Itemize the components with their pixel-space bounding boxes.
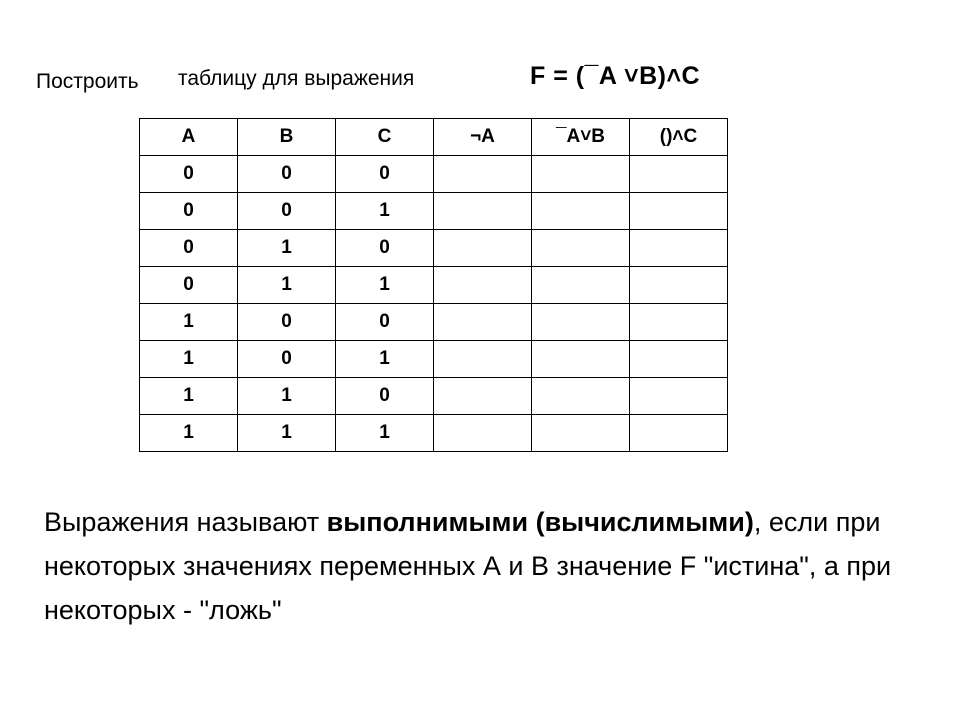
header-a: A: [140, 119, 238, 156]
header-b: B: [238, 119, 336, 156]
formula: F = (¯A ˅B)˄C: [530, 62, 701, 90]
table-row: [140, 267, 728, 304]
header-not-a-or-b: ¯A˅B: [532, 119, 630, 156]
cell-a: 0: [140, 267, 238, 304]
header-result: ()˄C: [630, 119, 728, 156]
cell-b: 1: [238, 378, 336, 415]
cell-b: 1: [238, 267, 336, 304]
cell-result: [630, 267, 728, 304]
definition-term: выполнимыми (вычислимыми): [326, 507, 754, 537]
cell-not-a-or-b: [532, 304, 630, 341]
truth-table: [139, 118, 728, 452]
cell-not-a-or-b: [532, 193, 630, 230]
cell-a: 1: [140, 378, 238, 415]
cell-b: 1: [238, 230, 336, 267]
cell-b: 0: [238, 341, 336, 378]
cell-not-a: [434, 415, 532, 452]
definition-paragraph: [44, 500, 924, 632]
table-row: [140, 378, 728, 415]
cell-c: 1: [336, 267, 434, 304]
cell-b: 0: [238, 193, 336, 230]
table-row: [140, 193, 728, 230]
table-header-row: [140, 119, 728, 156]
cell-a: 0: [140, 230, 238, 267]
header-not-a: ¬A: [434, 119, 532, 156]
cell-not-a-or-b: [532, 378, 630, 415]
cell-result: [630, 415, 728, 452]
cell-b: 1: [238, 415, 336, 452]
cell-not-a: [434, 193, 532, 230]
cell-not-a: [434, 378, 532, 415]
table-row: [140, 415, 728, 452]
cell-a: 0: [140, 193, 238, 230]
cell-not-a: [434, 230, 532, 267]
cell-not-a-or-b: [532, 415, 630, 452]
definition-intro: Выражения называют: [44, 507, 327, 537]
cell-result: [630, 156, 728, 193]
table-row: [140, 304, 728, 341]
cell-result: [630, 378, 728, 415]
definition-rest: , если при некоторых значениях переменных А и В значение F "истина", а при некоторых - "ложь": [44, 507, 892, 625]
cell-result: [630, 304, 728, 341]
cell-c: 0: [336, 304, 434, 341]
cell-a: 1: [140, 304, 238, 341]
cell-c: 0: [336, 378, 434, 415]
cell-a: 0: [140, 156, 238, 193]
cell-result: [630, 230, 728, 267]
cell-c: 1: [336, 415, 434, 452]
cell-not-a: [434, 267, 532, 304]
cell-result: [630, 341, 728, 378]
header-c: C: [336, 119, 434, 156]
cell-result: [630, 193, 728, 230]
cell-c: 1: [336, 193, 434, 230]
cell-c: 0: [336, 230, 434, 267]
cell-not-a-or-b: [532, 230, 630, 267]
table-row: [140, 230, 728, 267]
cell-b: 0: [238, 304, 336, 341]
cell-a: 1: [140, 341, 238, 378]
cell-c: 1: [336, 341, 434, 378]
cell-not-a: [434, 156, 532, 193]
cell-a: 1: [140, 415, 238, 452]
task-text-build: Построить: [36, 70, 139, 93]
cell-not-a: [434, 304, 532, 341]
table-row: [140, 341, 728, 378]
cell-not-a-or-b: [532, 341, 630, 378]
table-row: [140, 156, 728, 193]
cell-b: 0: [238, 156, 336, 193]
cell-c: 0: [336, 156, 434, 193]
cell-not-a-or-b: [532, 267, 630, 304]
cell-not-a: [434, 341, 532, 378]
task-text-table-for-expression: таблицу для выражения: [178, 67, 415, 90]
cell-not-a-or-b: [532, 156, 630, 193]
